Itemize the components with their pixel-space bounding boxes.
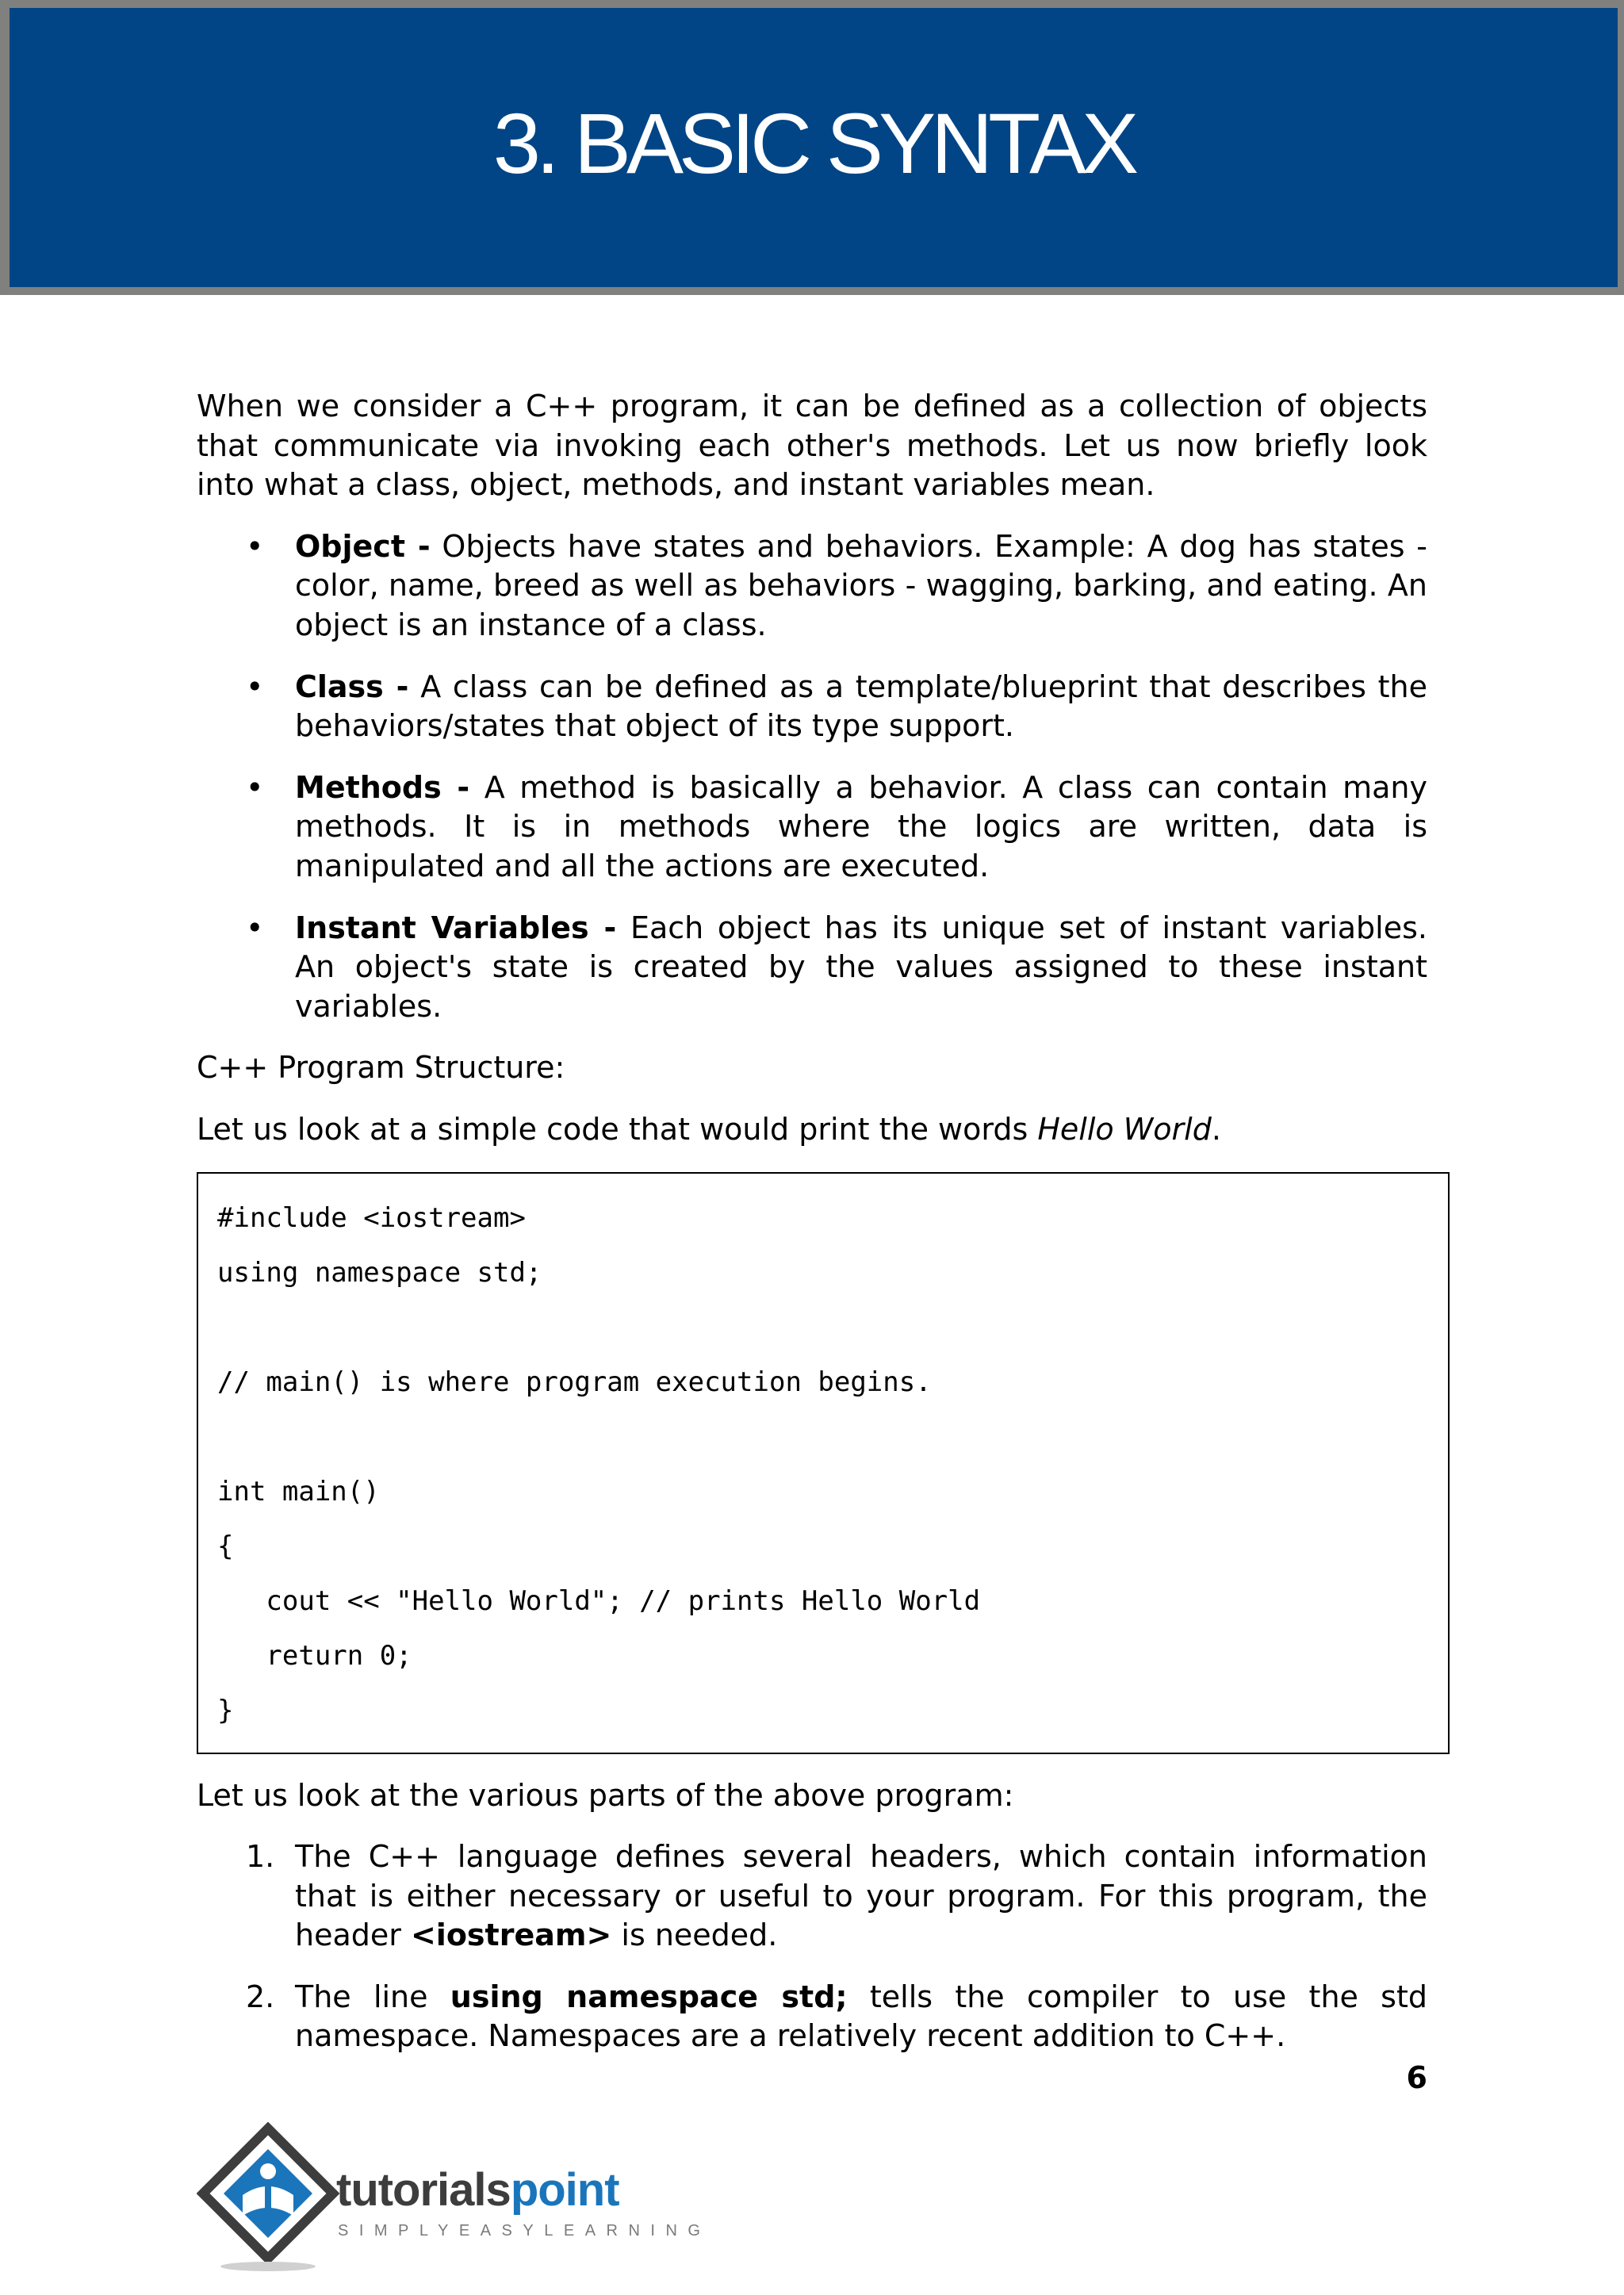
- code-line: [217, 1301, 1429, 1355]
- page-content: [197, 387, 1427, 2079]
- hello-intro-italic: Hello World: [1037, 1111, 1212, 1147]
- list-item: [197, 527, 1427, 646]
- part-text-end: tells the compiler to use the std namespace. Namespaces are a relatively recent addition to C++.: [295, 1979, 1427, 2054]
- term-label: Methods -: [295, 769, 470, 805]
- code-line: cout << "Hello World"; // prints Hello World: [217, 1584, 981, 1617]
- bullet-icon: •: [246, 528, 264, 564]
- list-item: [197, 668, 1427, 746]
- logo-word-tutorials: tutorials: [336, 2164, 511, 2216]
- chapter-title: 3. BASIC SYNTAX: [492, 94, 1135, 191]
- code-line: // main() is where program execution begins.: [217, 1366, 932, 1398]
- term-label: Instant Variables -: [295, 910, 617, 945]
- code-line: }: [217, 1694, 234, 1726]
- hello-intro: [197, 1110, 1427, 1150]
- part-bold: <iostream>: [410, 1918, 612, 1953]
- bullet-icon: •: [246, 910, 264, 945]
- code-block: [197, 1172, 1450, 1754]
- page-number: 6: [1406, 2060, 1427, 2095]
- chapter-header: [10, 8, 1618, 287]
- code-line: {: [217, 1530, 234, 1562]
- list-item: [197, 768, 1427, 887]
- code-line: int main(): [217, 1475, 380, 1508]
- list-item: [197, 1837, 1427, 1956]
- parts-list: [197, 1837, 1427, 2056]
- list-item: [197, 1978, 1427, 2056]
- code-line: return 0;: [217, 1639, 412, 1672]
- term-description: Each object has its unique set of instant variables. An object's state is created by the values assigned to these instant variables.: [295, 910, 1427, 1024]
- term-label: Class -: [295, 669, 409, 704]
- bullet-icon: •: [246, 769, 264, 805]
- part-text: The line: [295, 1979, 450, 2014]
- code-line: [217, 1410, 1429, 1465]
- logo-tagline: SIMPLYEASYLEARNING: [338, 2222, 711, 2239]
- parts-intro: Let us look at the various parts of the above program:: [197, 1777, 1014, 1813]
- bullet-icon: •: [246, 669, 264, 704]
- logo-word-point: point: [510, 2164, 619, 2216]
- part-text: The C++ language defines several headers, which contain information that is either necessary or useful to your program. For this program, the header: [295, 1839, 1427, 1953]
- logo-diamond-icon: [197, 2122, 339, 2273]
- code-line: #include <iostream>: [217, 1201, 526, 1234]
- part-bold: using namespace std;: [450, 1979, 848, 2014]
- list-number: 1.: [246, 1839, 275, 1875]
- intro-paragraph: When we consider a C++ program, it can be defined as a collection of objects that communicate via invoking each other's methods. Let us now briefly look into what a class, object, methods, and instant variables mean.: [197, 389, 1427, 503]
- logo-wordmark: [336, 2163, 619, 2216]
- code-line: using namespace std;: [217, 1256, 542, 1289]
- hello-intro-end: .: [1211, 1111, 1221, 1147]
- part-text-end: is needed.: [611, 1918, 778, 1953]
- terms-list: [197, 527, 1427, 1027]
- term-description: Objects have states and behaviors. Example: A dog has states - color, name, breed as well as behaviors - wagging, barking, and eating. An object is an instance of a class.: [295, 528, 1427, 642]
- structure-heading: C++ Program Structure:: [197, 1050, 565, 1086]
- term-description: A class can be defined as a template/blueprint that describes the behaviors/states that object of its type support.: [295, 669, 1427, 744]
- tutorialspoint-logo: [197, 2122, 711, 2273]
- term-description: A method is basically a behavior. A class can contain many methods. It is in methods where the logics are written, data is manipulated and all the actions are executed.: [295, 769, 1427, 883]
- chapter-header-band: [0, 0, 1624, 295]
- list-item: [197, 909, 1427, 1027]
- hello-intro-text: Let us look at a simple code that would print the words: [197, 1111, 1038, 1147]
- list-number: 2.: [246, 1979, 275, 2014]
- term-label: Object -: [295, 528, 431, 564]
